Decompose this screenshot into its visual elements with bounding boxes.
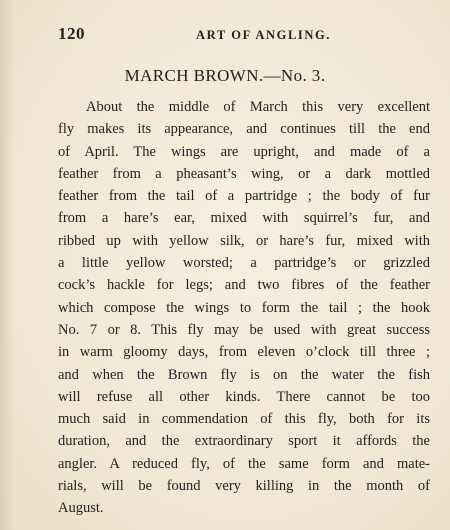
text-line: fly makes its appearance, and continues till the end: [58, 121, 430, 138]
text-line: angler. A reduced fly, of the same form and mate-: [58, 455, 430, 472]
text-line: a little yellow worsted; a partridge’s or grizzled: [58, 255, 430, 272]
section-title: MARCH BROWN.—No. 3.: [124, 66, 326, 85]
text-line: which compose the wings to form the tail ; the hook: [58, 299, 430, 316]
text-line: in warm gloomy days, from eleven o’clock till three ;: [58, 344, 430, 361]
text-line: of April. The wings are upright, and made of a: [58, 143, 430, 160]
text-line: feather from a pheasant’s wing, or a dark mottled: [58, 165, 430, 182]
text-line: duration, and the extraordinary sport it affords the: [58, 433, 430, 450]
text-line: cock’s hackle for legs; and two fibres of the feather: [58, 277, 430, 294]
text-line: About the middle of March this very excellent: [86, 99, 430, 115]
text-line: feather from the tail of a partridge ; the body of fur: [58, 188, 430, 205]
text-line: from a hare’s ear, mixed with squirrel’s fur, and: [58, 210, 430, 227]
body-paragraph: [58, 96, 430, 520]
page-header: [46, 24, 426, 48]
running-head: ART OF ANGLING.: [196, 28, 332, 42]
page-number: 120: [58, 24, 85, 43]
text-line: ribbed up with yellow silk, or hare’s fur, mixed with: [58, 232, 430, 249]
text-line: No. 7 or 8. This fly may be used with great success: [58, 321, 430, 338]
text-line: and when the Brown fly is on the water the fish: [58, 366, 430, 383]
text-line: will refuse all other kinds. There cannot be too: [58, 388, 430, 405]
text-line: rials, will be found very killing in the month of: [58, 478, 430, 495]
text-line: much said in commendation of this fly, both for its: [58, 411, 430, 428]
text-line: August.: [58, 500, 104, 517]
